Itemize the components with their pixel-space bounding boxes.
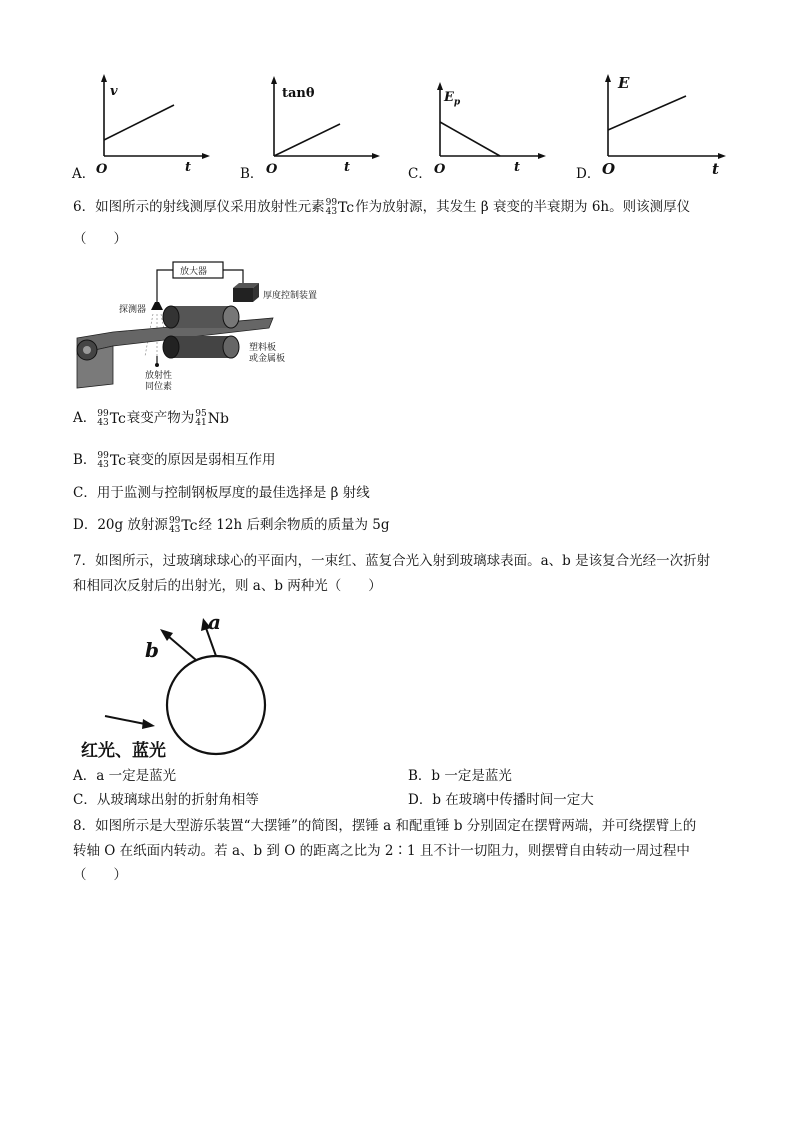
graph-option-c	[408, 70, 558, 185]
q7-option-b[interactable]: B．b 一定是蓝光	[408, 768, 512, 784]
graph-line	[440, 122, 500, 156]
q6-stem-text-2: 作为放射源，其发生 β 衰变的半衰期为 6h。则该测厚仪	[355, 199, 691, 215]
q6-option-d[interactable]	[73, 516, 389, 535]
origin-label: O	[434, 162, 446, 177]
q8-stem-line-2: 转轴 O 在纸面内转动。若 a、b 到 O 的距离之比为 2∶1 且不计一切阻力，则摆臂自由转动一周过程中	[73, 843, 690, 859]
thickness-gauge-figure	[73, 258, 343, 390]
q6-option-a[interactable]	[73, 409, 230, 428]
plate-label-1: 塑料板	[249, 343, 277, 353]
option-text: 衰变的原因是弱相互作用	[126, 452, 276, 468]
q7-stem-line-2: 和相同次反射后的出射光，则 a、b 两种光（ ）	[73, 578, 382, 594]
y-axis-label: tanθ	[282, 86, 315, 101]
option-letter: A．	[72, 166, 96, 182]
graph-option-b	[238, 70, 388, 185]
ray-b-label: b	[145, 638, 159, 662]
atomic-number: 43	[97, 459, 109, 470]
incident-light-label: 红光、蓝光	[81, 741, 166, 761]
option-letter: D．	[576, 166, 601, 182]
option-letter: A．	[73, 410, 97, 426]
detector-label: 探测器	[119, 305, 147, 315]
x-axis-label: t	[514, 160, 521, 175]
nuclide-tc	[169, 517, 198, 535]
option-letter: B．	[73, 452, 97, 468]
potential-energy-time-graph	[428, 70, 558, 170]
origin-label: O	[266, 162, 278, 177]
y-axis-subscript: p	[453, 97, 461, 108]
element-symbol: Tc	[109, 410, 126, 427]
y-axis-label: E	[618, 74, 630, 92]
nuclide-nb	[195, 410, 229, 428]
atomic-number: 41	[195, 417, 207, 428]
source-label-2: 同位素	[145, 382, 173, 392]
ray-b	[168, 636, 196, 660]
q6-paren: （ ）	[73, 231, 127, 247]
element-symbol: Tc	[109, 452, 126, 469]
gauge-drawing	[73, 258, 343, 390]
q8-paren: （ ）	[73, 867, 127, 883]
y-axis-symbol: E	[444, 90, 454, 105]
graph-option-d	[576, 70, 736, 185]
q5-graph-row	[60, 70, 740, 185]
q7-option-d[interactable]: D．b 在玻璃中传播时间一定大	[408, 792, 594, 808]
atomic-number: 43	[168, 524, 181, 535]
mass-number: 99	[97, 408, 109, 419]
option-letter: C．	[408, 166, 432, 182]
x-axis-label: t	[344, 160, 351, 175]
q8-stem-line-1: 8．如图所示是大型游乐装置“大摆锤”的简图，摆锤 a 和配重锤 b 分别固定在摆臂两端，并可绕摆臂上的	[73, 818, 697, 834]
element-symbol: Tc	[181, 517, 198, 534]
graph-line	[104, 105, 174, 140]
graph-option-a	[60, 70, 210, 185]
option-letter: B．	[240, 166, 264, 182]
q7-stem-line-1: 7．如图所示，过玻璃球球心的平面内，一束红、蓝复合光入射到玻璃球表面。a、b 是该复合光经一次折射	[73, 553, 711, 569]
q6-option-b[interactable]	[73, 451, 275, 470]
element-symbol: Tc	[338, 199, 355, 216]
x-axis-label: t	[185, 160, 192, 175]
mass-number: 99	[168, 515, 181, 526]
q7-option-a[interactable]: A．a 一定是蓝光	[73, 768, 177, 784]
graph-line	[274, 124, 340, 156]
nuclide-tc	[326, 199, 355, 217]
mass-number: 95	[195, 408, 207, 419]
x-axis-label: t	[712, 160, 719, 178]
mass-number: 99	[325, 197, 338, 208]
q6-stem	[73, 198, 690, 217]
amplifier-label: 放大器	[180, 267, 208, 277]
y-axis-label	[444, 90, 460, 108]
nuclide-tc	[97, 452, 126, 470]
atomic-number: 43	[325, 206, 338, 217]
option-text: 经 12h 后剩余物质的质量为 5g	[198, 517, 390, 533]
q6-option-c[interactable]: C．用于监测与控制钢板厚度的最佳选择是 β 射线	[73, 485, 370, 501]
thickness-control-label: 厚度控制装置	[263, 291, 318, 301]
graph-line	[608, 96, 686, 130]
q7-option-c[interactable]: C．从玻璃球出射的折射角相等	[73, 792, 259, 808]
glass-sphere	[167, 656, 265, 754]
ray-a-label: a	[208, 610, 221, 634]
source-label-1: 放射性	[145, 371, 173, 381]
glass-sphere-figure	[73, 606, 293, 764]
origin-label: O	[96, 162, 108, 177]
q6-stem-text-1: 6．如图所示的射线测厚仪采用放射性元素	[73, 199, 325, 215]
plate-label-2: 或金属板	[249, 354, 286, 364]
y-axis-label: v	[110, 84, 118, 99]
origin-label: O	[602, 160, 616, 178]
tan-theta-time-graph	[262, 70, 392, 170]
incident-ray	[105, 716, 145, 724]
mass-number: 99	[97, 450, 109, 461]
energy-time-graph	[596, 70, 736, 170]
element-symbol: Nb	[207, 410, 229, 427]
nuclide-tc	[97, 410, 126, 428]
atomic-number: 43	[97, 417, 109, 428]
option-text: D．20g 放射源	[73, 517, 168, 533]
option-text: 衰变产物为	[126, 410, 195, 426]
